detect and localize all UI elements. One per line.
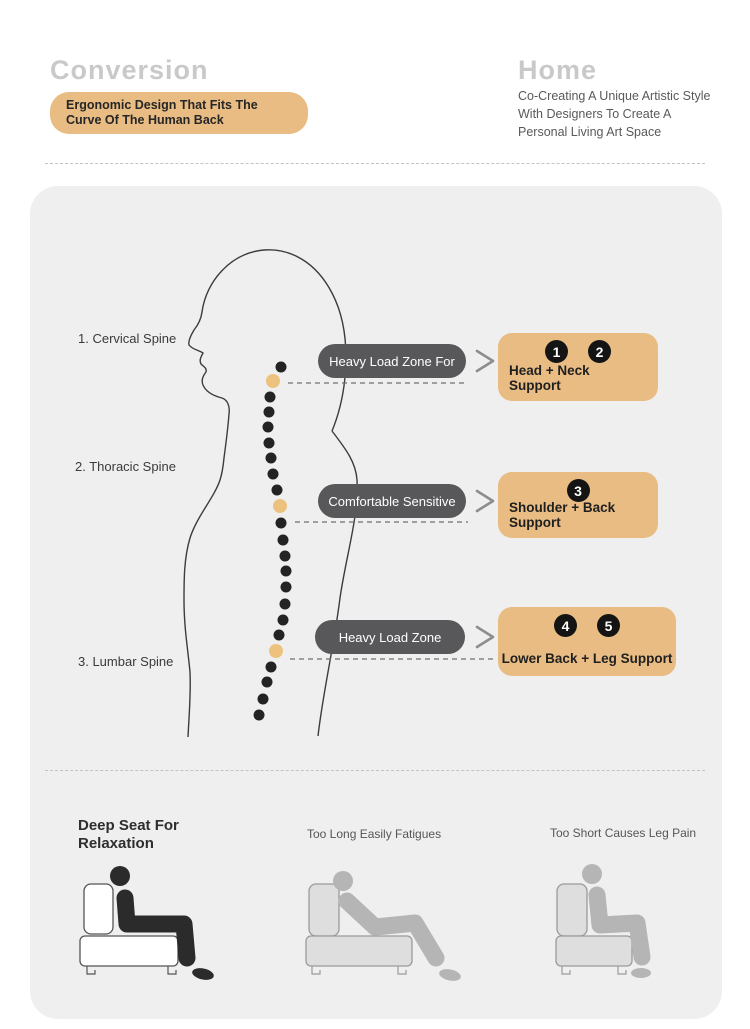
card-number-badges	[498, 340, 658, 363]
diagram-panel	[30, 186, 722, 1019]
card-head-neck-support	[498, 333, 658, 401]
number-badge-3: 3	[567, 479, 590, 502]
card-number-badges	[498, 614, 676, 637]
ergonomic-design-badge-text: Ergonomic Design That Fits The Curve Of The Human Back	[66, 98, 258, 127]
number-badge-5: 5	[597, 614, 620, 637]
ergonomic-design-badge	[50, 92, 308, 134]
number-badge-1: 1	[545, 340, 568, 363]
card-number-badges	[498, 479, 658, 502]
label-cervical-spine: 1. Cervical Spine	[78, 331, 177, 346]
label-too-short-leg-pain: Too Short Causes Leg Pain	[550, 826, 697, 840]
card-title: Head + Neck Support	[509, 363, 590, 394]
section-title-conversion: Conversion	[50, 55, 209, 85]
bottom-section-divider	[45, 770, 705, 771]
pill-heavy-load-zone-for: Heavy Load Zone For	[318, 344, 466, 378]
number-badge-2: 2	[588, 340, 611, 363]
label-too-long-fatigues: Too Long Easily Fatigues	[307, 827, 442, 841]
number-badge-4: 4	[554, 614, 577, 637]
label-thoracic-spine: 2. Thoracic Spine	[75, 459, 176, 474]
label-deep-seat-relaxation: Deep Seat For Relaxation	[78, 817, 179, 852]
pill-heavy-load-zone: Heavy Load Zone	[315, 620, 465, 654]
card-title: Shoulder + Back Support	[509, 500, 616, 531]
card-lower-back-leg-support	[498, 607, 676, 676]
header-divider	[45, 163, 705, 164]
label-lumbar-spine: 3. Lumbar Spine	[78, 654, 174, 669]
card-shoulder-back-support	[498, 472, 658, 538]
section-title-home: Home	[518, 55, 598, 85]
pill-comfortable-sensitive: Comfortable Sensitive	[318, 484, 466, 518]
card-title: Lower Back + Leg Support	[501, 651, 673, 666]
home-subtitle: Co-Creating A Unique Artistic Style With Designers To Create A Personal Living Art Space	[518, 89, 711, 139]
